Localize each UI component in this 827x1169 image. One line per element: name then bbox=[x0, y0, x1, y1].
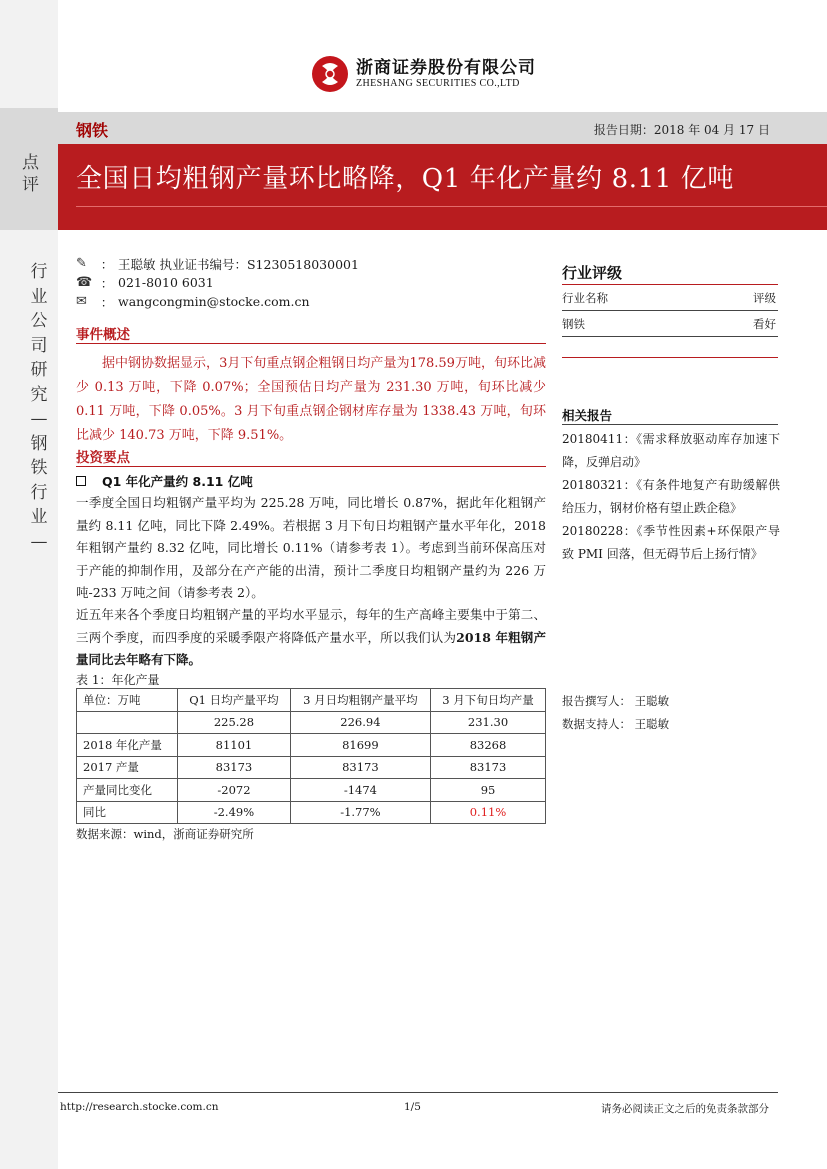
invest-heading: 投资要点 bbox=[76, 450, 130, 466]
table-row: 225.28 226.94 231.30 bbox=[77, 711, 546, 734]
table-title: 表 1：年化产量 bbox=[76, 673, 160, 687]
logo-english-name: ZHESHANG SECURITIES CO.,LTD bbox=[356, 78, 520, 89]
invest-heading-rule bbox=[76, 466, 546, 467]
company-logo bbox=[310, 52, 536, 96]
related-rule bbox=[562, 424, 778, 425]
event-heading: 事件概述 bbox=[76, 327, 130, 343]
checkbox-bullet-icon bbox=[76, 476, 86, 486]
q1-subheading: Q1 年化产量约 8.11 亿吨 bbox=[76, 472, 253, 490]
rating-rule-low bbox=[562, 336, 778, 337]
report-writer: 报告撰写人： 王聪敏 bbox=[562, 694, 670, 708]
report-title: 全国日均粗钢产量环比略降，Q1 年化产量约 8.11 亿吨 bbox=[76, 164, 734, 194]
footer-rule bbox=[58, 1092, 778, 1093]
related-reports-list bbox=[562, 428, 780, 566]
rating-industry-name: 钢铁 bbox=[562, 317, 585, 331]
rating-rule-bottom bbox=[562, 357, 778, 358]
title-bar bbox=[58, 144, 827, 230]
vertical-category-label: 行业公司研究—钢铁行业— bbox=[30, 262, 48, 552]
page-number: 1/5 bbox=[404, 1101, 421, 1113]
zheshang-logo-icon bbox=[310, 54, 350, 94]
related-reports-heading: 相关报告 bbox=[562, 408, 613, 423]
analyst-phone: 021-8010 6031 bbox=[118, 275, 214, 290]
pen-icon: ✎ bbox=[76, 256, 87, 271]
related-report-item[interactable]: 20180411：《需求释放驱动库存加速下降，反弹启动》 bbox=[562, 432, 780, 469]
rating-value-row bbox=[562, 316, 776, 332]
data-supporter: 数据支持人： 王聪敏 bbox=[562, 717, 670, 731]
report-date: 报告日期：2018 年 04 月 17 日 bbox=[593, 123, 770, 137]
analyst-name-license: 王聪敏 执业证书编号：S1230518030001 bbox=[118, 256, 359, 272]
invest-paragraph-2: 近五年来各个季度日均粗钢产量的平均水平显示，每年的生产高峰主要集中于第二、三两个季度，而四季度的采暖季限产将降低产量水平，所以我们认为2018 年粗钢产量同比去年略有下降。 bbox=[76, 607, 546, 667]
logo-chinese-name: 浙商证券股份有限公司 bbox=[356, 58, 536, 78]
invest-paragraph-1: 一季度全国日均粗钢产量平均为 225.28 万吨，同比增长 0.87%，据此年化粗钢产量约 8.11 亿吨，同比下降 2.49%。若根据 3 月下旬日均粗钢产量水平年化，2018 年粗钢产量约 8.32 亿吨，同比增长 0.11%（请参考表 1）。考虑到当前环保高压对于产能的抑制作用，及部分在产产能的出清，预计二季度日均粗钢产量约为 226 万吨-233 万吨之间（请参考表 2）。 bbox=[76, 495, 546, 600]
annualized-output-table bbox=[76, 688, 546, 824]
rating-header-row: 行业名称 评级 bbox=[562, 291, 776, 305]
event-summary: 据中钢协数据显示，3月下旬重点钢企粗钢日均产量为178.59万吨，旬环比减少 0.13 万吨，下降 0.07%；全国预估日均产量为 231.30 万吨，旬环比减少 0.11 万吨，下降 0.05%。3 月下旬重点钢企钢材库存量为 1338.43 万吨，旬环比减少 140.73 万吨，下降 9.51%。 bbox=[76, 356, 546, 443]
table-row: 同比 -2.49% -1.77% 0.11% bbox=[77, 801, 546, 824]
industry-tag: 钢铁 bbox=[76, 121, 109, 140]
envelope-icon: ✉ bbox=[76, 294, 87, 309]
disclaimer-note: 请务必阅读正文之后的免责条款部分 bbox=[601, 1103, 769, 1115]
table-source: 数据来源：wind，浙商证券研究所 bbox=[76, 827, 254, 841]
analyst-info: ✎ ： 王聪敏 执业证书编号：S1230518030001 ☎ ： 021-8010 6031 ✉ ： wangcongmin@stocke.com.cn bbox=[76, 256, 359, 310]
phone-icon: ☎ bbox=[76, 275, 93, 290]
title-underline bbox=[76, 206, 827, 207]
related-report-item[interactable]: 20180321：《有条件地复产有助缓解供给压力，钢材价格有望止跌企稳》 bbox=[562, 478, 780, 515]
rating-rule-top bbox=[562, 284, 778, 285]
rating-heading: 行业评级 bbox=[562, 264, 623, 282]
event-heading-rule bbox=[76, 343, 546, 344]
rating-value: 看好 bbox=[753, 317, 776, 331]
analyst-email[interactable]: wangcongmin@stocke.com.cn bbox=[118, 294, 310, 309]
table-row: 2017 产量 83173 83173 83173 bbox=[77, 756, 546, 779]
related-report-item[interactable]: 20180228：《季节性因素+环保限产导致 PMI 回落，但无碍节后上扬行情》 bbox=[562, 524, 780, 561]
table-header-row: 单位：万吨 Q1 日均产量平均 3 月日均粗钢产量平均 3 月下旬日均产量 bbox=[77, 689, 546, 712]
report-type-tag: 点评 bbox=[22, 153, 39, 195]
table-row: 2018 年化产量 81101 81699 83268 bbox=[77, 734, 546, 757]
table-row: 产量同比变化 -2072 -1474 95 bbox=[77, 779, 546, 802]
footer-url[interactable]: http://research.stocke.com.cn bbox=[60, 1101, 219, 1113]
rating-rule-mid bbox=[562, 310, 778, 311]
